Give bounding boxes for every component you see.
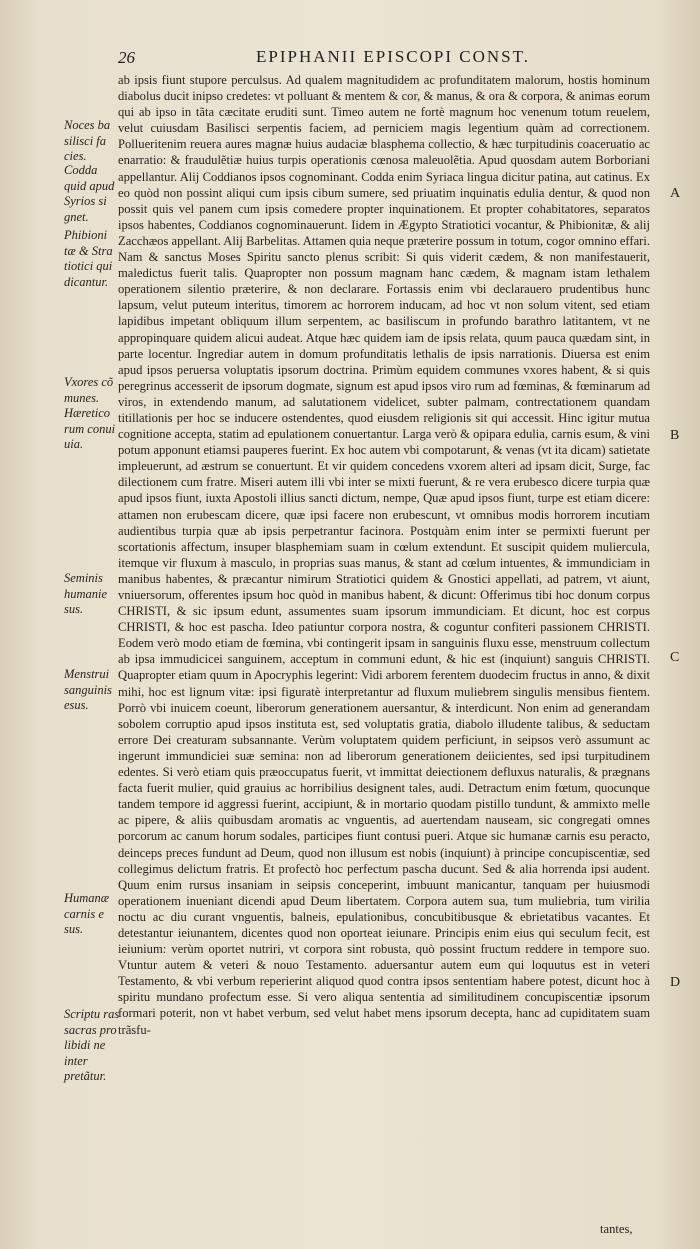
margin-note: Codda quid apud Syrios si gnet.	[64, 163, 115, 224]
margin-letter: B	[670, 428, 680, 443]
margin-note: Seminis humanie sus.	[64, 571, 108, 616]
margin-letter: C	[670, 650, 680, 665]
margin-note: Menstrui sanguinis esus.	[64, 667, 112, 712]
margin-note: Phibioni tæ & Stra tiotici qui dicantur.	[64, 228, 113, 289]
margin-note: Noces ba silisci fa cies.	[64, 118, 111, 163]
catchword: tantes,	[600, 1222, 633, 1236]
margin-note: Scriptu ras sacras pro libidi ne inter pretãtur.	[64, 1007, 120, 1083]
page-number: 26	[118, 48, 135, 67]
main-text	[118, 72, 650, 1038]
margin-notes	[0, 0, 118, 1249]
margin-letter: A	[670, 186, 681, 201]
margin-note: Humanæ carnis e sus.	[64, 891, 110, 936]
margin-letter: D	[670, 975, 681, 990]
running-head: EPIPHANII EPISCOPI CONST.	[256, 47, 531, 66]
paragraph: ab ipsis fiunt stupore perculsus. Ad qualem magnitudidem ac profunditatem malorum, hostis hominum diabolus ducit inipso credetes: vt polluant & mentem & cor, & manus, & ora & corpora, & animas eorum qui ab ipso in tãta cæcitate eruditi sunt. Timeo autem ne fortè magnum hoc venenum totum reuelem, velut cuiusdam Basilisci serpentis faciem, ad perniciem magis legentium quàm ad correctionem. Pollueritenim reuera aures magnæ huius audaciæ blasphema collectio, & hæc turpitudinis coaceruatio ac enarratio: & fraudulẽtiæ huius turpis operationis cœnosa maleuolẽtia. Apud quosdam autem Borboriani appellantur. Alij Coddianos ipsos cognominant. Codda enim Syriaca lingua dicitur patina, aut catinus. Ex eo quòd non possint aliqui cum ipsis cibum sumere, sed priuatim inquinatis edulia dentur, & quod non possit quis vel panem cum ipsis comedere propter inquinationem. Et propter cohabitatores, separatos ipsos habentes, Coddianos cognominauerunt. Iidem in Ægypto Stratiotici vocantur, & Phibionitæ, & alij Zacchæos appellant. Alij Barbelitas. Attamen quia neque præterire possum in totum, cogor omnino effari. Nam & sanctus Moses Spiritu sancto plenus scribit: Si quis viderit cædem, & non manifestauerit, maledictus fuerit talis. Quapropter non possum magnam hanc cædem, & magnam istam lethalem operationem silentio præterire, & non declarare. Fortassis enim vbi declarauero prudentibus hunc lapsum, velut puteum interitus, timorem ac horrorem inducam, ad hoc vt non solum vitent, sed etiam lapidibus impetant obliquum illum serpentem, ac basiliscum in profundo barathro latitantem, vt ne appropinquare quidem alicui audeat. Atque hæc quidem iam de ipsis relata, quum pauca quædam sint, in parte locentur. Ingrediar autem in domum profunditatis lethalis de ipsis narrationis. Diuersa est enim apud ipsos peruersa voluptatis ipsorum doctrina. Primùm equidem communes vxores habent, & si quis peregrinus accesserit de ipsorum dogmate, signum est apud ipsos viro rum ad fœminas, & fœminarum ad viros, in extendendo manum, ad salutationem videlicet, subter palmam, contrectationem quandam titillationis per hoc se inducere ostendentes, quod eiusdem religionis sit qui accessit. Hinc igitur mutua cognitione accepta, statim ad epulationem conuertantur. Larga verò & opipara edulia, carnis esum, & vini potum apponunt etiamsi pauperes fuerint. Ex hoc autem vbi compotarunt, & venas (vt ita dicam) satietate impleuerunt, ad æstrum se conuertunt. Et vir quidem concedens vxorem alteri ad ipsam dicit, Surge, fac dilectionem cum fratre. Miseri autem illi vbi inter se mixti fuerunt, & re vera erubesco dicere turpia quæ apud ipsos fiunt, iuxta Apostoli illius sancti dictum, nempe, Quæ apud ipsos fiunt, turpe est etiam dicere: attamen non erubescam dicere, quæ ipsi facere non erubescunt, vt omnibus modis horrorem incutiam audientibus turpia quæ ab ipsis perpetrantur facinora. Postquàm enim inter se permixti fuerunt per scortationis affectum, insuper blasphemiam suam in cœlum extendunt. Et suscipit quidem muliercula, itemque vir fluxum à masculo, in proprias suas manus, & stant ad cœlum intuentes, & immundiciam in manibus habentes, & præcantur nimirum Stratiotici quidem & Gnostici appellati, ad patrem, vt aiunt, vniuersorum, offerentes ipsum hoc quòd in manibus habent, & dicunt: Offerimus tibi hoc donum corpus CHRISTI, & sic ipsum edunt, assumentes suam ipsorum immundiciam. Et dicunt, hoc est corpus CHRISTI, & hoc est pascha. Ideo patiuntur corpora nostra, & coguntur confiteri passionem CHRISTI. Eodem verò modo etiam de fœmina, vbi contingerit ipsam in sanguinis fluxu esse, menstruum collectum ab ipsa immudicicei sanguinem, acceptum in communi edunt, & hic est (inquiunt) sanguis CHRISTI. Quapropter etiam quum in Apocryphis legerint: Vidi arborem ferentem duodecim fructus in anno, & dixit mihi, hoc est lignum vitæ: ipsi figuratè interpretantur ad fluxum muliebrem singulis mensibus fientem. Porrò vbi inuicem coeunt, liberorum generationem auersantur, & interdicunt. Non enim ad generandam sobolem corruptio apud ipsos instituta est, sed voluptatis gratia, diabolo illudente talibus, & seductam errore Dei creaturam subsannante. Verùm voluptatem quidem perficiunt, in seipsos verò assumunt ac ingerunt immundiciei suæ semina: non ad liberorum generationem deiicientes, sed ipsi turpitudinem edentes. Si verò etiam quis præoccupatus fuerit, vt immittat deiectionem defluxus naturalis, & prægnans facta fuerit mulier, quid grauius ac horribilius designent tales, audi. Detractum enim fœtum, quocunque tandem tempore id aggressi fuerint, accipiunt, & in mortario quodam pistillo tundunt, & ammixto melle ac pipere, & aliis quibusdam aromatis ac vnguentis, ad auertendam nauseam, sic congregati omnes porcorum ac canum horum sodales, participes fiunt contusi pueri. Atque sic humanæ carnis esu peracto, deinceps preces fundunt ad Deum, quod non illusum est nobis (inquiunt) à principe concupiscentiæ, sed collegimus delictum fratris. Et profectò hoc perfectum pascha ducunt. Sed & alia horrenda ipsi audent. Quum enim rursus insaniam in seipsis conceperint, imbuunt manicantur, tanquam per huiusmodi operationem inueniant dicendi apud Deum libertatem. Corpora autem sua, tum muliebria, tum virilia noctu ac diu curant vnguentis, balneis, epulationibus, concubitibusque & ebrietatibus vacantes. Et detestantur ieiunantem, dicentes quod non oporteat ieiunare. Principis enim eius qui seculum fecit, est ieiunium: verùm oportet nutriri, vt corpora sint robusta, quò possint fructum reddere in tempore suo. Vtuntur autem & veteri & nouo Testamento. aduersantur autem eum qui loquutus est in veteri Testamento, & vbi verbum reperierint aliquod quod contra ipsos sententiam habere potest, dicunt hoc à spiritu mundano profectum esse. Si vero aliqua sententia ad similitudinem concupiscentiæ ipsorum formari poterit, non vt habet verbum, sed velut habet mens ipsorum decepta, hanc ad cupiditatem suam trãsfu-	[118, 73, 650, 1037]
margin-note: Vxores cõ munes. Hæretico rum conui uia.	[64, 375, 116, 451]
